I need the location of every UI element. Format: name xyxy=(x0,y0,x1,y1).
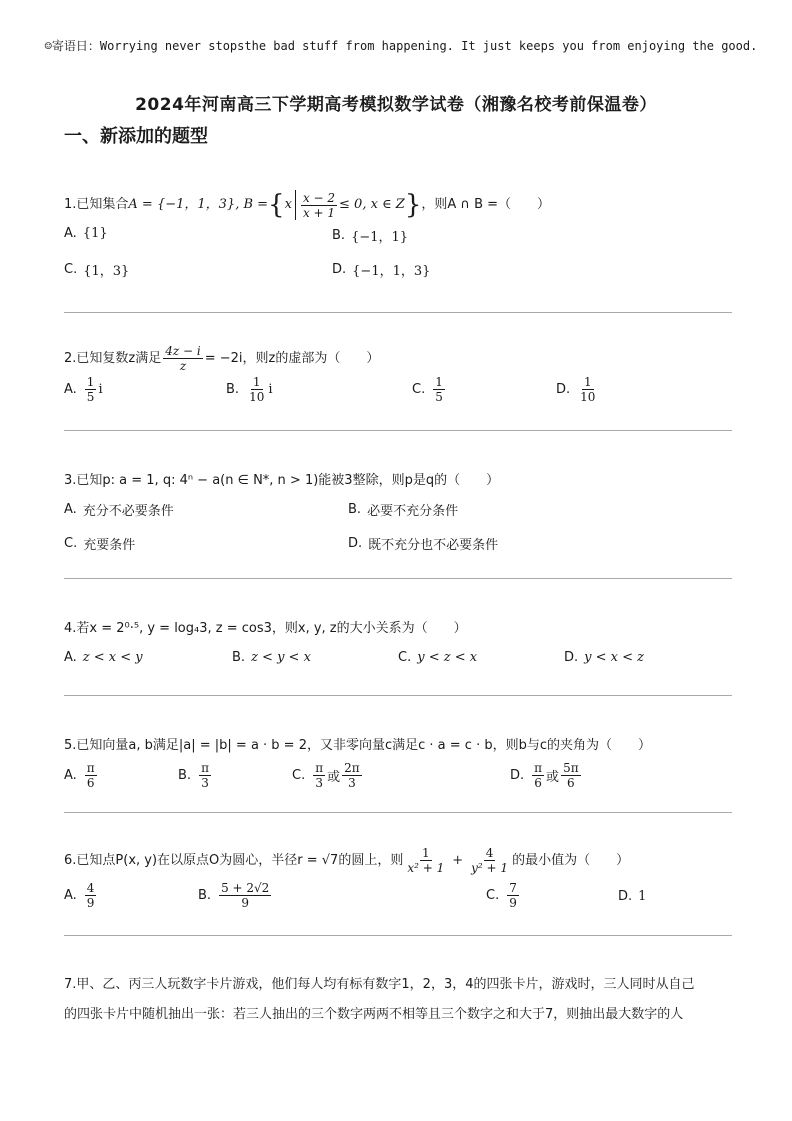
question-4-stem: 4.若x = 2⁰·⁵, y = log₄3, z = cos3，则x, y, z的大小关系为（ ） xyxy=(64,621,467,636)
fraction-numerator: x − 2 xyxy=(302,190,336,205)
question-6-fraction-2: $\frac{4}{\text{y² + 1}}$ xyxy=(471,846,509,875)
option-c[interactable]: C. $\frac{7}{9}$ xyxy=(486,881,517,910)
option-a[interactable]: A. $\frac{\pi}{6}$ xyxy=(64,761,95,790)
option-a[interactable]: A. 充分不必要条件 xyxy=(64,502,174,519)
question-3-stem: 3.已知p: a = 1, q: 4ⁿ − a(n ∈ N*, n > 1)能被3整除，则p是q的（ ） xyxy=(64,473,500,488)
question-1-condition: ≤ 0, x ∈ Z xyxy=(339,197,405,212)
option-d[interactable]: D. $\frac{\pi}{6}$ 或 $\frac{5\pi}{6}$ xyxy=(510,761,579,790)
question-5 xyxy=(64,735,732,801)
option-c[interactable]: C. y < z < x xyxy=(398,650,478,665)
option-d[interactable]: D. {−1，1，3} xyxy=(332,262,431,279)
option-c[interactable]: C. 充要条件 xyxy=(64,536,136,553)
question-7 xyxy=(64,970,732,1030)
question-7-line-2: 的四张卡片中随机抽出一张：若三人抽出的三个数字两两不相等且三个数字之和大于7，则抽出最大数字的人 xyxy=(64,1007,684,1022)
option-d[interactable]: D. y < x < z xyxy=(564,650,644,665)
divider xyxy=(64,312,732,313)
option-b[interactable]: B. 必要不充分条件 xyxy=(348,502,459,519)
option-c[interactable]: C. {1，3} xyxy=(64,262,130,279)
question-5-stem: 5.已知向量a, b满足|a| = |b| = a · b = 2，又非零向量c满足c · a = c · b，则b与c的夹角为（ ） xyxy=(64,738,651,753)
option-d[interactable]: D. 1 xyxy=(618,889,647,904)
option-a[interactable]: A. $\frac{1}{5}$ i xyxy=(64,375,103,404)
option-c[interactable]: C. $\frac{1}{5}$ xyxy=(412,375,443,404)
question-6-fraction-1: $\frac{1}{\text{x² + 1}}$ xyxy=(407,846,445,875)
question-2-stem-suffix: = −2i，则z的虚部为（ ） xyxy=(204,350,380,366)
right-brace: } xyxy=(404,190,422,220)
option-b[interactable]: B. z < y < x xyxy=(232,650,311,665)
section-heading: 一、新添加的题型 xyxy=(64,126,208,147)
option-d[interactable]: D. 既不充分也不必要条件 xyxy=(348,536,499,553)
question-4 xyxy=(64,618,732,680)
question-1-fraction xyxy=(301,191,337,220)
option-b[interactable]: B. {−1，1} xyxy=(332,228,409,245)
question-7-line-1: 7.甲、乙、丙三人玩数字卡片游戏，他们每人均有标有数字1，2，3，4的四张卡片，游戏时，三人同时从自己 xyxy=(64,977,695,992)
option-a[interactable]: A. z < x < y xyxy=(64,650,143,665)
motto-text: ☺寄语日：Worrying never stopsthe bad stuff from happening. It just keeps you from enjoying the good. xyxy=(44,39,758,53)
left-brace: { xyxy=(268,190,285,220)
question-1 xyxy=(64,190,732,296)
set-bar xyxy=(295,190,296,220)
option-b[interactable]: B. $\frac{1}{10}$ i xyxy=(226,375,273,404)
option-b[interactable]: B. $\frac{\pi}{3}$ xyxy=(178,761,209,790)
question-6-stem-prefix: 6.已知点P(x, y)在以原点O为圆心，半径r = √7的圆上，则 xyxy=(64,852,404,868)
question-2-stem-prefix: 2.已知复数z满足 xyxy=(64,350,162,366)
question-2-fraction: $\frac{4z - i}{z}$ xyxy=(165,344,201,373)
plus-sign: + xyxy=(452,852,464,868)
option-d[interactable]: D. $\frac{1}{10}$ xyxy=(556,375,596,404)
option-b[interactable]: B. $\frac{5 + 2√2}{9}$ xyxy=(198,881,270,910)
divider xyxy=(64,430,732,431)
page-title: 2024年河南高三下学期高考模拟数学试卷（湘豫名校考前保温卷） xyxy=(135,95,657,115)
divider xyxy=(64,935,732,936)
set-variable: x xyxy=(284,197,292,212)
option-c[interactable]: C. $\frac{\pi}{3}$ 或 $\frac{2\pi}{3}$ xyxy=(292,761,360,790)
divider xyxy=(64,578,732,579)
question-2 xyxy=(64,344,732,415)
question-1-stem-suffix: ，则A ∩ B =（ ） xyxy=(421,197,551,212)
fraction-denominator: x + 1 xyxy=(302,205,336,220)
divider xyxy=(64,812,732,813)
divider xyxy=(64,695,732,696)
option-a[interactable]: A. {1} xyxy=(64,226,108,241)
question-6 xyxy=(64,846,732,921)
option-a[interactable]: A. $\frac{4}{9}$ xyxy=(64,881,95,910)
question-3 xyxy=(64,470,732,560)
question-6-stem-suffix: 的最小值为（ ） xyxy=(512,852,630,868)
question-1-stem-prefix: 1.已知集合 xyxy=(64,197,129,212)
question-1-set-a: A = {−1，1，3}, B = xyxy=(128,197,269,212)
